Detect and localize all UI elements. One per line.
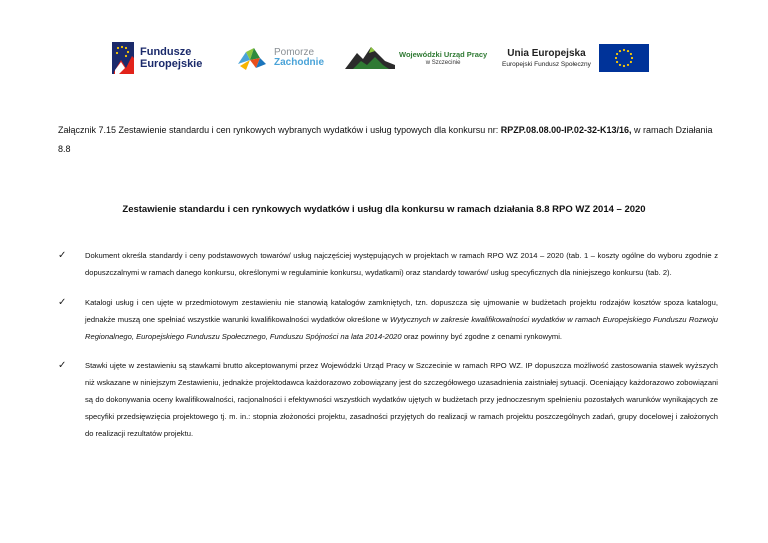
ue-line2: Europejski Fundusz Społeczny	[502, 61, 591, 68]
pomorze-mark-icon	[232, 44, 272, 72]
attachment-number: RPZP.08.08.00-IP.02-32-K13/16,	[500, 125, 632, 135]
eu-star-icon	[627, 64, 629, 66]
page-title: Zestawienie standardu i cen rynkowych wydatków i usług dla konkursu w ramach działania 8.8 RPO WZ 2014 – 2020	[122, 204, 646, 215]
eu-flag-icon	[599, 44, 649, 72]
checkmark-icon: ✓	[58, 360, 67, 371]
bullet-text-1: Dokument określa standardy i ceny podstawowych towarów/ usług najczęściej występujących w projektach w ramach RPO WZ 2014 – 2020 (tab. 1 – koszty ogólne do wyboru zgodnie z dopuszczalnymi w ramach danego konkursu, określonymi w regulaminie konkursu, wydatkami) oraz standardy towarów/ usług specyficznych dla niniejszego konkursu (tab. 2).	[85, 251, 718, 277]
attachment-prefix: Załącznik 7.15 Zestawienie standardu i cen rynkowych wybranych wydatków i usług typowych dla konkursu nr:	[58, 125, 501, 135]
logo-bar	[0, 38, 768, 86]
eu-star-icon	[615, 57, 617, 59]
pomorze-zachodnie-logo	[232, 44, 324, 72]
fundusze-line2: Europejskie	[140, 58, 203, 70]
fundusze-europejskie-logo	[112, 42, 202, 74]
attachment-suffix: w ramach Działania 8.8	[58, 125, 713, 154]
eu-star-icon	[619, 64, 621, 66]
eu-star-icon	[616, 53, 618, 55]
wup-szczecin-logo	[345, 43, 487, 73]
checkmark-icon: ✓	[58, 250, 67, 261]
eu-star-icon	[631, 57, 633, 59]
fundusze-line1: Fundusze	[140, 46, 192, 58]
pomorze-line1: Pomorze	[274, 47, 315, 58]
unia-europejska-logo	[502, 44, 649, 72]
fundusze-flag-icon	[112, 42, 134, 74]
bullet-2-part2: oraz powinny być zgodne z cenami rynkowymi.	[401, 332, 563, 341]
eu-star-icon	[616, 61, 618, 63]
ue-line1: Unia Europejska	[507, 48, 586, 59]
eu-star-icon	[619, 50, 621, 52]
attachment-heading	[58, 121, 718, 159]
eu-star-icon	[627, 50, 629, 52]
eu-star-icon	[623, 49, 625, 51]
wup-line2: w Szczecinie	[425, 60, 461, 66]
wup-line1: Wojewódzki Urząd Pracy	[399, 50, 488, 59]
eu-star-icon	[630, 53, 632, 55]
checkmark-icon: ✓	[58, 297, 67, 308]
bullet-2-part1: Katalogi usług i cen ujęte w przedmiotowym zestawieniu nie stanowią katalogów zamkniętych, tzn. dopuszcza się ujmowanie w budżetach projektu rodzajów kosztów spoza katalogu, jednakże muszą one spełniać wszystkie warunki kwalifikowalności wydatków określone w	[85, 298, 718, 324]
eu-star-icon	[623, 65, 625, 67]
bullet-text-3: Stawki ujęte w zestawieniu są stawkami brutto akceptowanymi przez Wojewódzki Urząd Pracy w Szczecinie w ramach RPO WZ. IP dopuszcza możliwość zastosowania stawek wyższych niż wskazane w niniejszym Zestawieniu, jednakże projektodawca każdorazowo zobowiązany jest do szczegółowego uzasadnienia zaistniałej sytuacji. Oceniający każdorazowo zobowiązani są do dokonywania oceny kwalifikowalności, racjonalności i efektywności wszystkich wydatków ujętych w budżetach przy jednoczesnym spełnieniu pozostałych warunków wynikających ze specyfiki przedsięwzięcia projektowego tj. m. in.: stopnia złożoności projektu, zasadności przyjętych do realizacji w ramach projektu poszczególnych zadań, grupy docelowej i założonych do realizacji rezultatów projektu.	[85, 361, 718, 438]
bullet-text-2	[85, 294, 718, 345]
wup-mark-icon	[345, 43, 395, 73]
pomorze-line2: Zachodnie	[274, 57, 325, 68]
eu-star-icon	[630, 61, 632, 63]
bullet-2-italic: Wytycznych w zakresie kwalifikowalności wydatków w ramach Europejskiego Funduszu Rozwoju Regionalnego, Europejskiego Funduszu Społecznego, Funduszu Spójności na lata 2014-2020	[85, 315, 719, 341]
